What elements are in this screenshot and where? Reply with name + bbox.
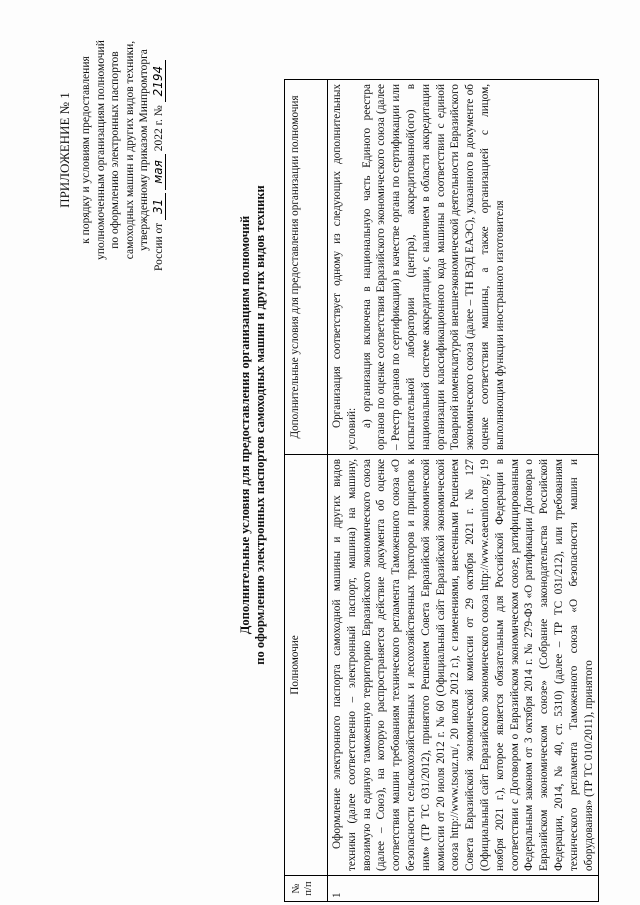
appendix-title: ПРИЛОЖЕНИЕ № 1 <box>57 92 72 208</box>
conditions-intro: Организация соответствует одному из следующих дополнительных условий: <box>331 84 358 450</box>
conditions-table <box>284 79 599 902</box>
date-year: 2022 г. № <box>153 105 166 152</box>
header-number: № п/п <box>285 876 328 902</box>
table-header-row <box>285 80 328 902</box>
appendix-header <box>58 15 167 285</box>
handwritten-number: 2194 <box>151 60 166 103</box>
header-conditions: Дополнительные условия для предоставления организации полномочия <box>285 80 328 455</box>
appendix-line: по оформлению электронных паспортов <box>109 51 122 249</box>
date-prefix: России от <box>153 222 166 271</box>
handwritten-day: 31 <box>151 193 166 220</box>
conditions-cell <box>328 80 599 455</box>
row-number: 1 <box>328 876 599 902</box>
appendix-line: утвержденному приказом Минпромторга <box>138 49 151 251</box>
table-row <box>328 80 599 902</box>
authority-text: Оформление электронного паспорта самоходной машины и других видов техники (далее соответственно – электронный паспорт, машина) на машину, ввозимую на единую таможенную территорию Евразийского экономического союза (далее – Союз), на которую распространяется действие документа об оценке соответствия машин требованиям технического регламента Таможенного союза «О безопасности сельскохозяйственных и лесохозяйственных тракторов и прицепов к ним» (ТР ТС 031/2012), принятого Решением Совета Евразийской экономической комиссии от 20 июля 2012 г. № 60 (Официальный сайт Евразийской экономической союза http://www.tsouz.ru/, 20 июля 2012 г.), с изменениями, внесенными Решением Совета Евразийской экономической комиссии от 29 октября 2021 г. № 127 (Официальный сайт Евразийского экономического союза http://www.eaeunion.org/, 19 ноября 2021 г.), которое является обязательным для Российской Федерации в соответствии с Договором о Евразийском экономическом союзе, ратифицированным Федеральным законом от 3 октября 2014 г. № 279-ФЗ «О ратификации Договора о Евразийском экономическом союзе» (Собрание законодательства Российской Федерации, 2014, № 40, ст. 5310) (далее – ТР ТС 031/212), или требованиям технического регламента Таможенного союза «О безопасности машин и оборудования» (ТР ТС 010/2011), принятого <box>331 459 595 871</box>
appendix-date-line <box>151 15 166 285</box>
document-title <box>238 120 268 730</box>
conditions-item-a: а) организация включена в национальную часть Единого реестра органов по оценке соответствия Евразийского экономического союза (далее – Реестр органов по сертификации) в качестве органа по сертификации или испытательной лаборатории (центра), аккредитованной(ого) в национальной системе аккредитации, с наличием в области аккредитации организации классификационного кода машины в соответствии с единой Товарной номенклатурой внешнеэкономической деятельности Евразийского экономического союза (далее – ТН ВЭД ЕАЭС), указанного в документе об оценке соответствия машины, а также организацией с лицом, выполняющим функции иностранного изготовителя <box>360 84 506 450</box>
header-authority: Полномочие <box>285 455 328 876</box>
authority-cell <box>328 455 599 876</box>
appendix-line: к порядку и условиям предоставления <box>80 56 93 244</box>
appendix-line: уполномоченным организациям полномочий <box>94 40 107 260</box>
handwritten-month: мая <box>151 154 166 190</box>
appendix-line: самоходных машин и других видов техники, <box>123 40 136 260</box>
title-line-2: по оформлению электронных паспортов самоходных машин и других видов техники <box>253 185 267 665</box>
title-line-1: Дополнительные условия для предоставления организациям полномочий <box>238 215 252 635</box>
